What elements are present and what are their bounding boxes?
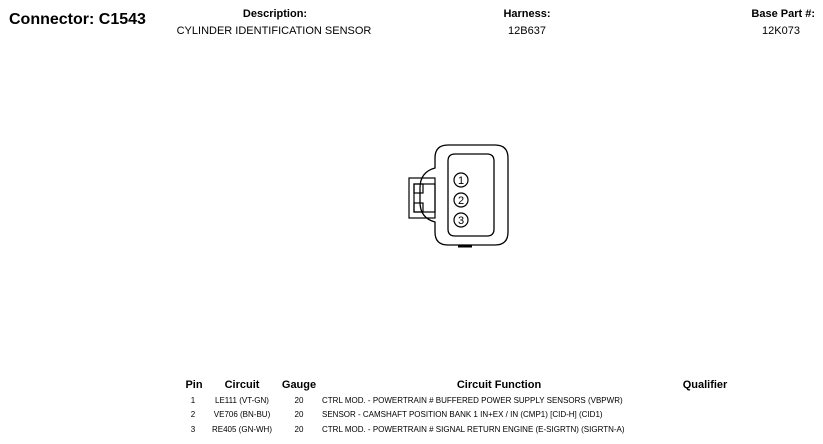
pin-2-marker [454, 193, 468, 207]
header-qualifier: Qualifier [682, 379, 728, 391]
row-function: CTRL MOD. - POWERTRAIN # BUFFERED POWER SUPPLY SENSORS (VBPWR) [322, 396, 623, 405]
row-circuit: LE111 (VT-GN) [215, 396, 269, 405]
pin-3-marker [454, 213, 468, 227]
connector-face-diagram [400, 140, 515, 260]
row-pin: 3 [190, 425, 196, 434]
row-gauge: 20 [294, 425, 304, 434]
pin-1-label: 1 [457, 175, 465, 187]
connector-key [458, 245, 472, 248]
base-part-value: 12K073 [762, 25, 800, 37]
connector-label: Connector: [9, 11, 95, 28]
harness-label: Harness: [503, 8, 551, 20]
description-value: CYLINDER IDENTIFICATION SENSOR [176, 25, 372, 37]
pin-2-label: 2 [457, 195, 465, 207]
row-circuit: RE405 (GN-WH) [211, 425, 273, 434]
connector-title [9, 11, 146, 29]
connector-id: C1543 [98, 11, 146, 28]
connector-latch-tab-top [414, 184, 423, 193]
row-function: CTRL MOD. - POWERTRAIN # SIGNAL RETURN ENGINE (E-SIGRTN) (SIGRTN-A) [322, 425, 625, 434]
description-label: Description: [242, 8, 308, 20]
row-gauge: 20 [294, 410, 304, 419]
connector-latch-inner [414, 184, 435, 212]
header-circuit: Circuit [224, 379, 260, 391]
base-part-label: Base Part #: [751, 8, 815, 20]
header-gauge: Gauge [281, 379, 317, 391]
header-circuit-function: Circuit Function [456, 379, 542, 391]
row-function: SENSOR - CAMSHAFT POSITION BANK 1 IN+EX / IN (CMP1) [CID-H] (CID1) [322, 410, 603, 419]
row-pin: 1 [190, 396, 196, 405]
pin-1-marker [454, 173, 468, 187]
header-pin: Pin [185, 379, 203, 391]
row-circuit: VE706 (BN-BU) [213, 410, 271, 419]
harness-value: 12B637 [508, 25, 546, 37]
row-gauge: 20 [294, 396, 304, 405]
row-pin: 2 [190, 410, 196, 419]
pin-3-label: 3 [457, 215, 465, 227]
